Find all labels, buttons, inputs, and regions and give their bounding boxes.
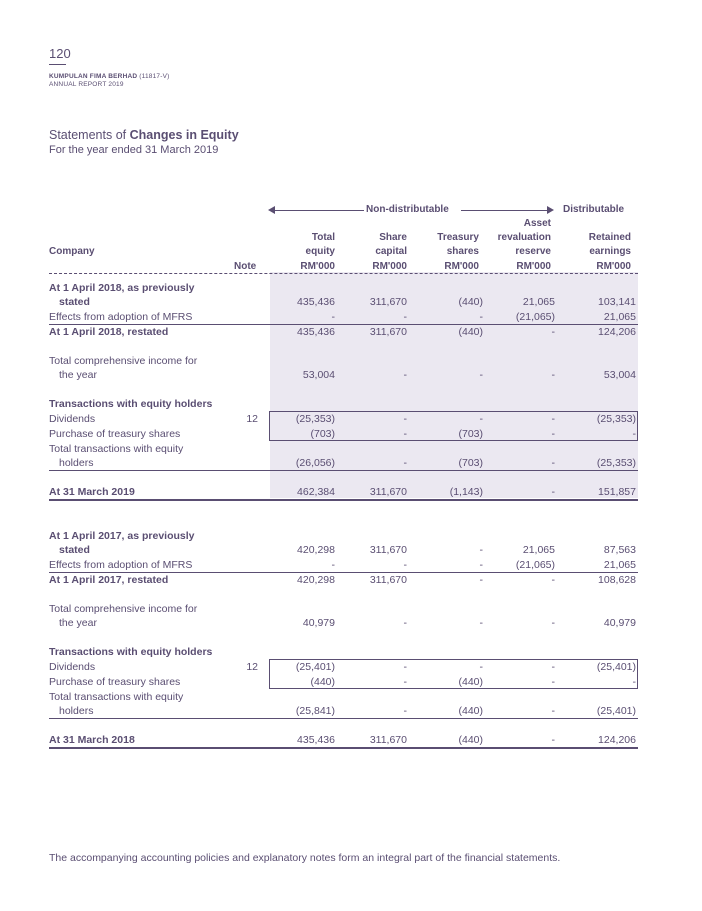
share-capital-value: -: [403, 559, 407, 571]
total-equity-value: 435,436: [297, 326, 335, 338]
share-capital-value: -: [403, 705, 407, 717]
retained-earnings-value: 151,857: [598, 486, 636, 498]
row-label: Transactions with equity holders: [49, 646, 213, 658]
asset-reserve-value: (21,065): [515, 311, 555, 323]
retained-earnings-value: (25,401): [596, 661, 636, 673]
table-row: [49, 676, 638, 691]
share-capital-value: -: [403, 617, 407, 629]
note-header: Note: [234, 261, 257, 272]
row-label: Effects from adoption of MFRS: [49, 311, 193, 323]
share-header-3: RM'000: [372, 261, 407, 272]
total-equity-value: 462,384: [297, 486, 335, 498]
asset-reserve-value: (21,065): [515, 559, 555, 571]
treasury-shares-value: -: [479, 661, 483, 673]
table-row: [49, 413, 638, 428]
row-label: At 1 April 2017, as previously: [49, 530, 195, 542]
table-row: [49, 603, 638, 618]
table-row: [49, 282, 638, 297]
table-row: [49, 296, 638, 311]
treasury-shares-value: (440): [458, 734, 483, 746]
row-label: the year: [59, 369, 97, 381]
footer-note: The accompanying accounting policies and explanatory notes form an integral part of the financial statements.: [49, 852, 561, 864]
row-label: Purchase of treasury shares: [49, 428, 181, 440]
row-label: stated: [59, 296, 90, 308]
asset-reserve-value: -: [551, 326, 555, 338]
asset-header-2: revaluation: [497, 232, 551, 243]
share-capital-value: 311,670: [369, 486, 407, 498]
table-row: [49, 530, 638, 545]
row-label: holders: [59, 457, 94, 469]
table-row: [49, 428, 638, 443]
treasury-shares-value: (703): [458, 428, 483, 440]
asset-header-3: reserve: [515, 246, 551, 257]
row-label: Total comprehensive income for: [49, 355, 198, 367]
company-reg: (11817-V): [139, 73, 170, 80]
asset-reserve-value: -: [551, 428, 555, 440]
row-label: Total transactions with equity: [49, 443, 184, 455]
total-equity-value: (26,056): [295, 457, 335, 469]
total-equity-value: 420,298: [297, 544, 335, 556]
note-value: 12: [246, 661, 258, 673]
row-label: At 1 April 2017, restated: [49, 574, 169, 586]
total-equity-value: 40,979: [302, 617, 335, 629]
row-label: Purchase of treasury shares: [49, 676, 181, 688]
share-header-1: Share: [379, 232, 407, 243]
treasury-shares-value: (440): [458, 296, 483, 308]
treasury-header-2: shares: [446, 246, 479, 257]
total-rule: [49, 747, 638, 749]
total-header-1: Total: [311, 232, 335, 243]
row-label: the year: [59, 617, 97, 629]
title-prefix: Statements of: [49, 128, 130, 142]
retained-earnings-value: 103,141: [598, 296, 636, 308]
asset-header-4: RM'000: [516, 261, 551, 272]
table-row: [49, 544, 638, 559]
total-equity-value: 420,298: [297, 574, 335, 586]
table-row: [49, 355, 638, 370]
retained-header-2: earnings: [589, 246, 631, 257]
asset-reserve-value: 21,065: [522, 296, 555, 308]
share-capital-value: -: [403, 369, 407, 381]
retained-earnings-value: (25,401): [596, 705, 636, 717]
row-label: stated: [59, 544, 90, 556]
table-row: [49, 617, 638, 632]
total-equity-value: (703): [310, 428, 335, 440]
row-label: Effects from adoption of MFRS: [49, 559, 193, 571]
retained-earnings-value: 108,628: [598, 574, 636, 586]
total-equity-value: -: [331, 559, 335, 571]
table-row: [49, 574, 638, 589]
treasury-shares-value: (440): [458, 705, 483, 717]
row-label: Transactions with equity holders: [49, 398, 213, 410]
asset-reserve-value: -: [551, 486, 555, 498]
row-label: At 31 March 2018: [49, 734, 135, 746]
page-number: 120: [49, 46, 71, 61]
row-label: Total comprehensive income for: [49, 603, 198, 615]
retained-earnings-value: 40,979: [603, 617, 636, 629]
asset-reserve-value: -: [551, 369, 555, 381]
total-equity-value: 435,436: [297, 734, 335, 746]
total-rule: [49, 499, 638, 501]
retained-earnings-value: -: [632, 676, 636, 688]
asset-reserve-value: -: [551, 413, 555, 425]
treasury-shares-value: -: [479, 413, 483, 425]
asset-header-1: Asset: [523, 218, 551, 229]
total-header-3: RM'000: [300, 261, 335, 272]
share-header-2: capital: [375, 246, 407, 257]
share-capital-value: -: [403, 676, 407, 688]
treasury-shares-value: (440): [458, 676, 483, 688]
distributable-header: Distributable: [563, 204, 625, 215]
row-label: At 1 April 2018, restated: [49, 326, 169, 338]
company-name-text: KUMPULAN FIMA BERHAD: [49, 73, 138, 80]
asset-reserve-value: -: [551, 705, 555, 717]
total-header-2: equity: [305, 246, 335, 257]
report-name: ANNUAL REPORT 2019: [49, 81, 124, 88]
retained-earnings-value: 124,206: [598, 734, 636, 746]
share-capital-value: -: [403, 311, 407, 323]
row-label: holders: [59, 705, 94, 717]
asset-reserve-value: 21,065: [522, 544, 555, 556]
row-label: At 1 April 2018, as previously: [49, 282, 195, 294]
treasury-header-1: Treasury: [437, 232, 479, 243]
total-equity-value: (440): [310, 676, 335, 688]
treasury-shares-value: -: [479, 574, 483, 586]
treasury-shares-value: -: [479, 311, 483, 323]
asset-reserve-value: -: [551, 574, 555, 586]
page-number-rule: [49, 64, 66, 65]
non-distributable-line-right: [461, 210, 548, 211]
share-capital-value: 311,670: [369, 574, 407, 586]
share-capital-value: -: [403, 457, 407, 469]
title-bold: Changes in Equity: [129, 128, 239, 142]
row-label: At 31 March 2019: [49, 486, 135, 498]
table-row: [49, 369, 638, 384]
treasury-shares-value: (440): [458, 326, 483, 338]
total-equity-value: -: [331, 311, 335, 323]
row-rule: [49, 470, 638, 471]
table-row: [49, 661, 638, 676]
table-row: [49, 691, 638, 706]
asset-reserve-value: -: [551, 661, 555, 673]
total-equity-value: (25,841): [295, 705, 335, 717]
retained-earnings-value: (25,353): [596, 413, 636, 425]
treasury-shares-value: -: [479, 559, 483, 571]
retained-header-3: RM'000: [596, 261, 631, 272]
total-equity-value: 53,004: [302, 369, 335, 381]
total-equity-value: (25,401): [295, 661, 335, 673]
note-value: 12: [246, 413, 258, 425]
asset-reserve-value: -: [551, 676, 555, 688]
row-rule: [49, 718, 638, 719]
share-capital-value: 311,670: [369, 296, 407, 308]
share-capital-value: 311,670: [369, 734, 407, 746]
retained-earnings-value: 53,004: [603, 369, 636, 381]
asset-reserve-value: -: [551, 457, 555, 469]
page-subtitle: For the year ended 31 March 2019: [49, 144, 219, 156]
treasury-shares-value: -: [479, 617, 483, 629]
treasury-shares-value: (1,143): [449, 486, 483, 498]
non-distributable-header: Non-distributable: [366, 204, 449, 215]
treasury-shares-value: -: [479, 369, 483, 381]
retained-earnings-value: 21,065: [603, 311, 636, 323]
row-label: Total transactions with equity: [49, 691, 184, 703]
page-title: [49, 128, 239, 142]
total-equity-value: 435,436: [297, 296, 335, 308]
share-capital-value: 311,670: [369, 544, 407, 556]
row-label: Dividends: [49, 661, 96, 673]
treasury-shares-value: (703): [458, 457, 483, 469]
company-header: Company: [49, 246, 95, 257]
share-capital-value: -: [403, 661, 407, 673]
total-equity-value: (25,353): [295, 413, 335, 425]
arrow-right-icon: [547, 206, 554, 214]
retained-earnings-value: 124,206: [598, 326, 636, 338]
asset-reserve-value: -: [551, 734, 555, 746]
share-capital-value: 311,670: [369, 326, 407, 338]
header-dashed-rule: [49, 273, 638, 274]
non-distributable-line-left: [274, 210, 364, 211]
table-row: [49, 443, 638, 458]
row-rule: [49, 324, 638, 325]
share-capital-value: -: [403, 413, 407, 425]
table-row: [49, 326, 638, 341]
row-rule: [49, 572, 638, 573]
asset-reserve-value: -: [551, 617, 555, 629]
row-label: Dividends: [49, 413, 96, 425]
treasury-header-3: RM'000: [444, 261, 479, 272]
retained-earnings-value: -: [632, 428, 636, 440]
retained-header-1: Retained: [588, 232, 631, 243]
retained-earnings-value: 87,563: [603, 544, 636, 556]
share-capital-value: -: [403, 428, 407, 440]
retained-earnings-value: 21,065: [603, 559, 636, 571]
treasury-shares-value: -: [479, 544, 483, 556]
retained-earnings-value: (25,353): [596, 457, 636, 469]
company-name: [49, 73, 170, 80]
